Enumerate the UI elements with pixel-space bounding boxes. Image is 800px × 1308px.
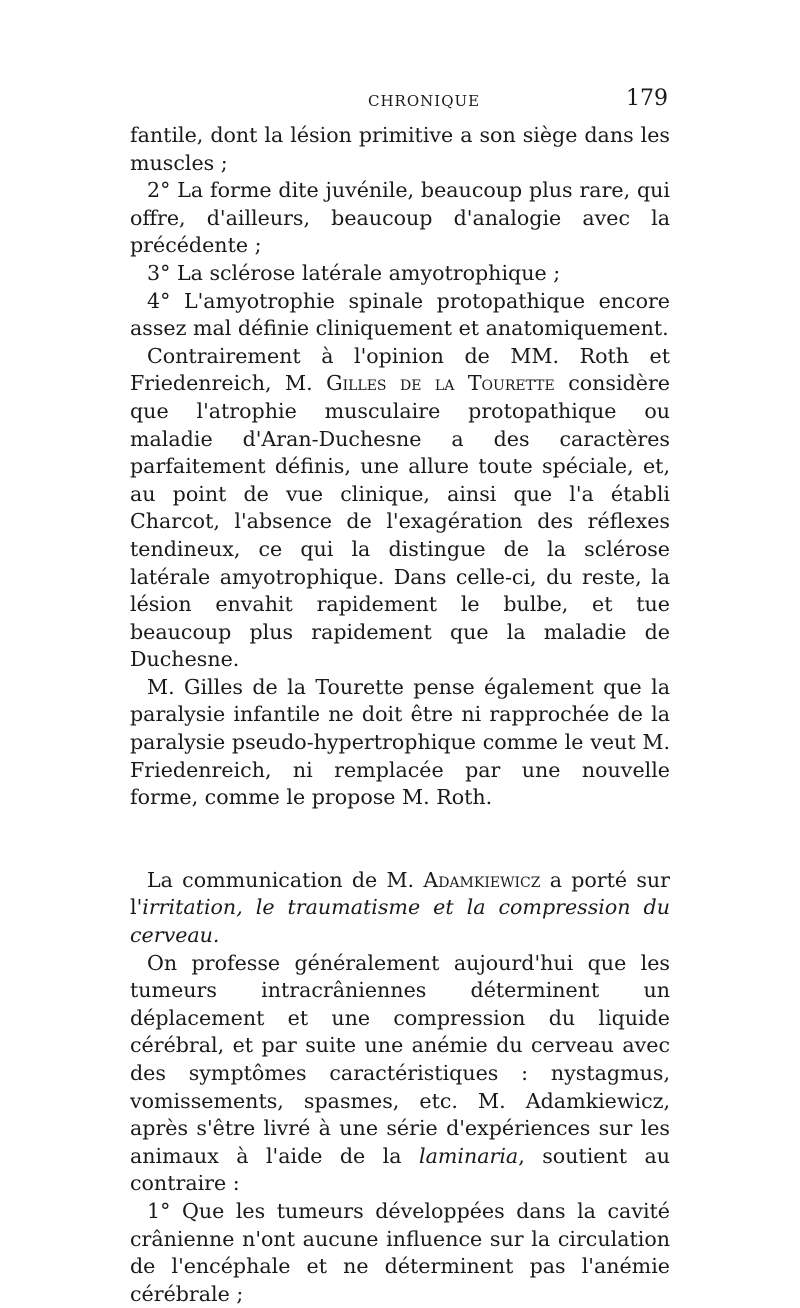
paragraph — [130, 343, 670, 674]
paragraph-tail: , soutient au contraire : — [130, 1143, 670, 1196]
term-italic: laminaria — [418, 1143, 519, 1168]
paragraph: 2° La forme dite juvénile, beaucoup plus rare, qui offre, d'ailleurs, beaucoup d'analogie avec la précédente ; — [130, 178, 670, 258]
page-number: 179 — [626, 86, 668, 111]
paragraph: 1° Que les tumeurs développées dans la cavité crânienne n'ont aucune influence sur la circulation de l'encéphale et ne déterminent pas l'anémie cérébrale ; — [130, 1198, 670, 1306]
running-title: CHRONIQUE — [368, 92, 481, 110]
subject-article: l' — [130, 895, 143, 920]
paragraph-opening: Contrairement à l'opinion de MM. Roth et Friedenreich, — [130, 343, 670, 396]
author-name: Gilles de la Tourette — [326, 371, 555, 396]
paragraph — [130, 867, 670, 950]
paragraph: M. Gilles de la Tourette pense également que la paralysie infantile ne doit être ni rapprochée de la paralysie pseudo-hypertrophique comme le veut M. Friedenreich, ni remplacée par une nouvelle forme, comme le propose M. Roth. — [130, 674, 670, 810]
author-prefix: M. — [285, 371, 313, 396]
paragraph — [130, 950, 670, 1198]
paragraph-lead: On professe généralement aujourd'hui que les tumeurs intracrâniennes déterminent un déplacement et une compression du liquide cérébral, et par suite une anémie du cerveau avec des symptômes caractéristiques : nystagmus, vomissements, spasmes, etc. M. Adamkiewicz, après s'être livré à une série d'expériences sur les animaux à l'aide de la — [130, 950, 670, 1168]
subject-title: irritation, le traumatisme et la compression du cerveau. — [130, 895, 670, 948]
section-gap — [130, 812, 670, 867]
page-header — [130, 86, 670, 120]
paragraph-mid: a porté sur — [549, 867, 670, 892]
paragraph: fantile, dont la lésion primitive a son siège dans les muscles ; — [130, 123, 670, 175]
paragraph-text: 4° L'amyotrophie spinale protopathique encore assez mal définie cliniquement et anatomiquement. — [130, 288, 670, 341]
paragraph — [130, 288, 670, 343]
paragraph: 3° La sclérose latérale amyotrophique ; — [147, 260, 561, 285]
author-name: Adamkiewicz — [423, 867, 541, 892]
paragraph-lead: La communication de M. — [147, 867, 415, 892]
body-text — [130, 122, 670, 1308]
paragraph-text: considère que l'atrophie musculaire protopathique ou maladie d'Aran-Duchesne a des caractères parfaitement définis, une allure toute spéciale, et, au point de vue clinique, ainsi que l'a établi Charcot, l'absence de l'exagération des réflexes tendineux, ce qui la distingue de la sclérose latérale amyotrophique. Dans celle-ci, du reste, la lésion envahit rapidement le bulbe, et tue beaucoup plus rapidement que la maladie de Duchesne. — [130, 371, 670, 672]
